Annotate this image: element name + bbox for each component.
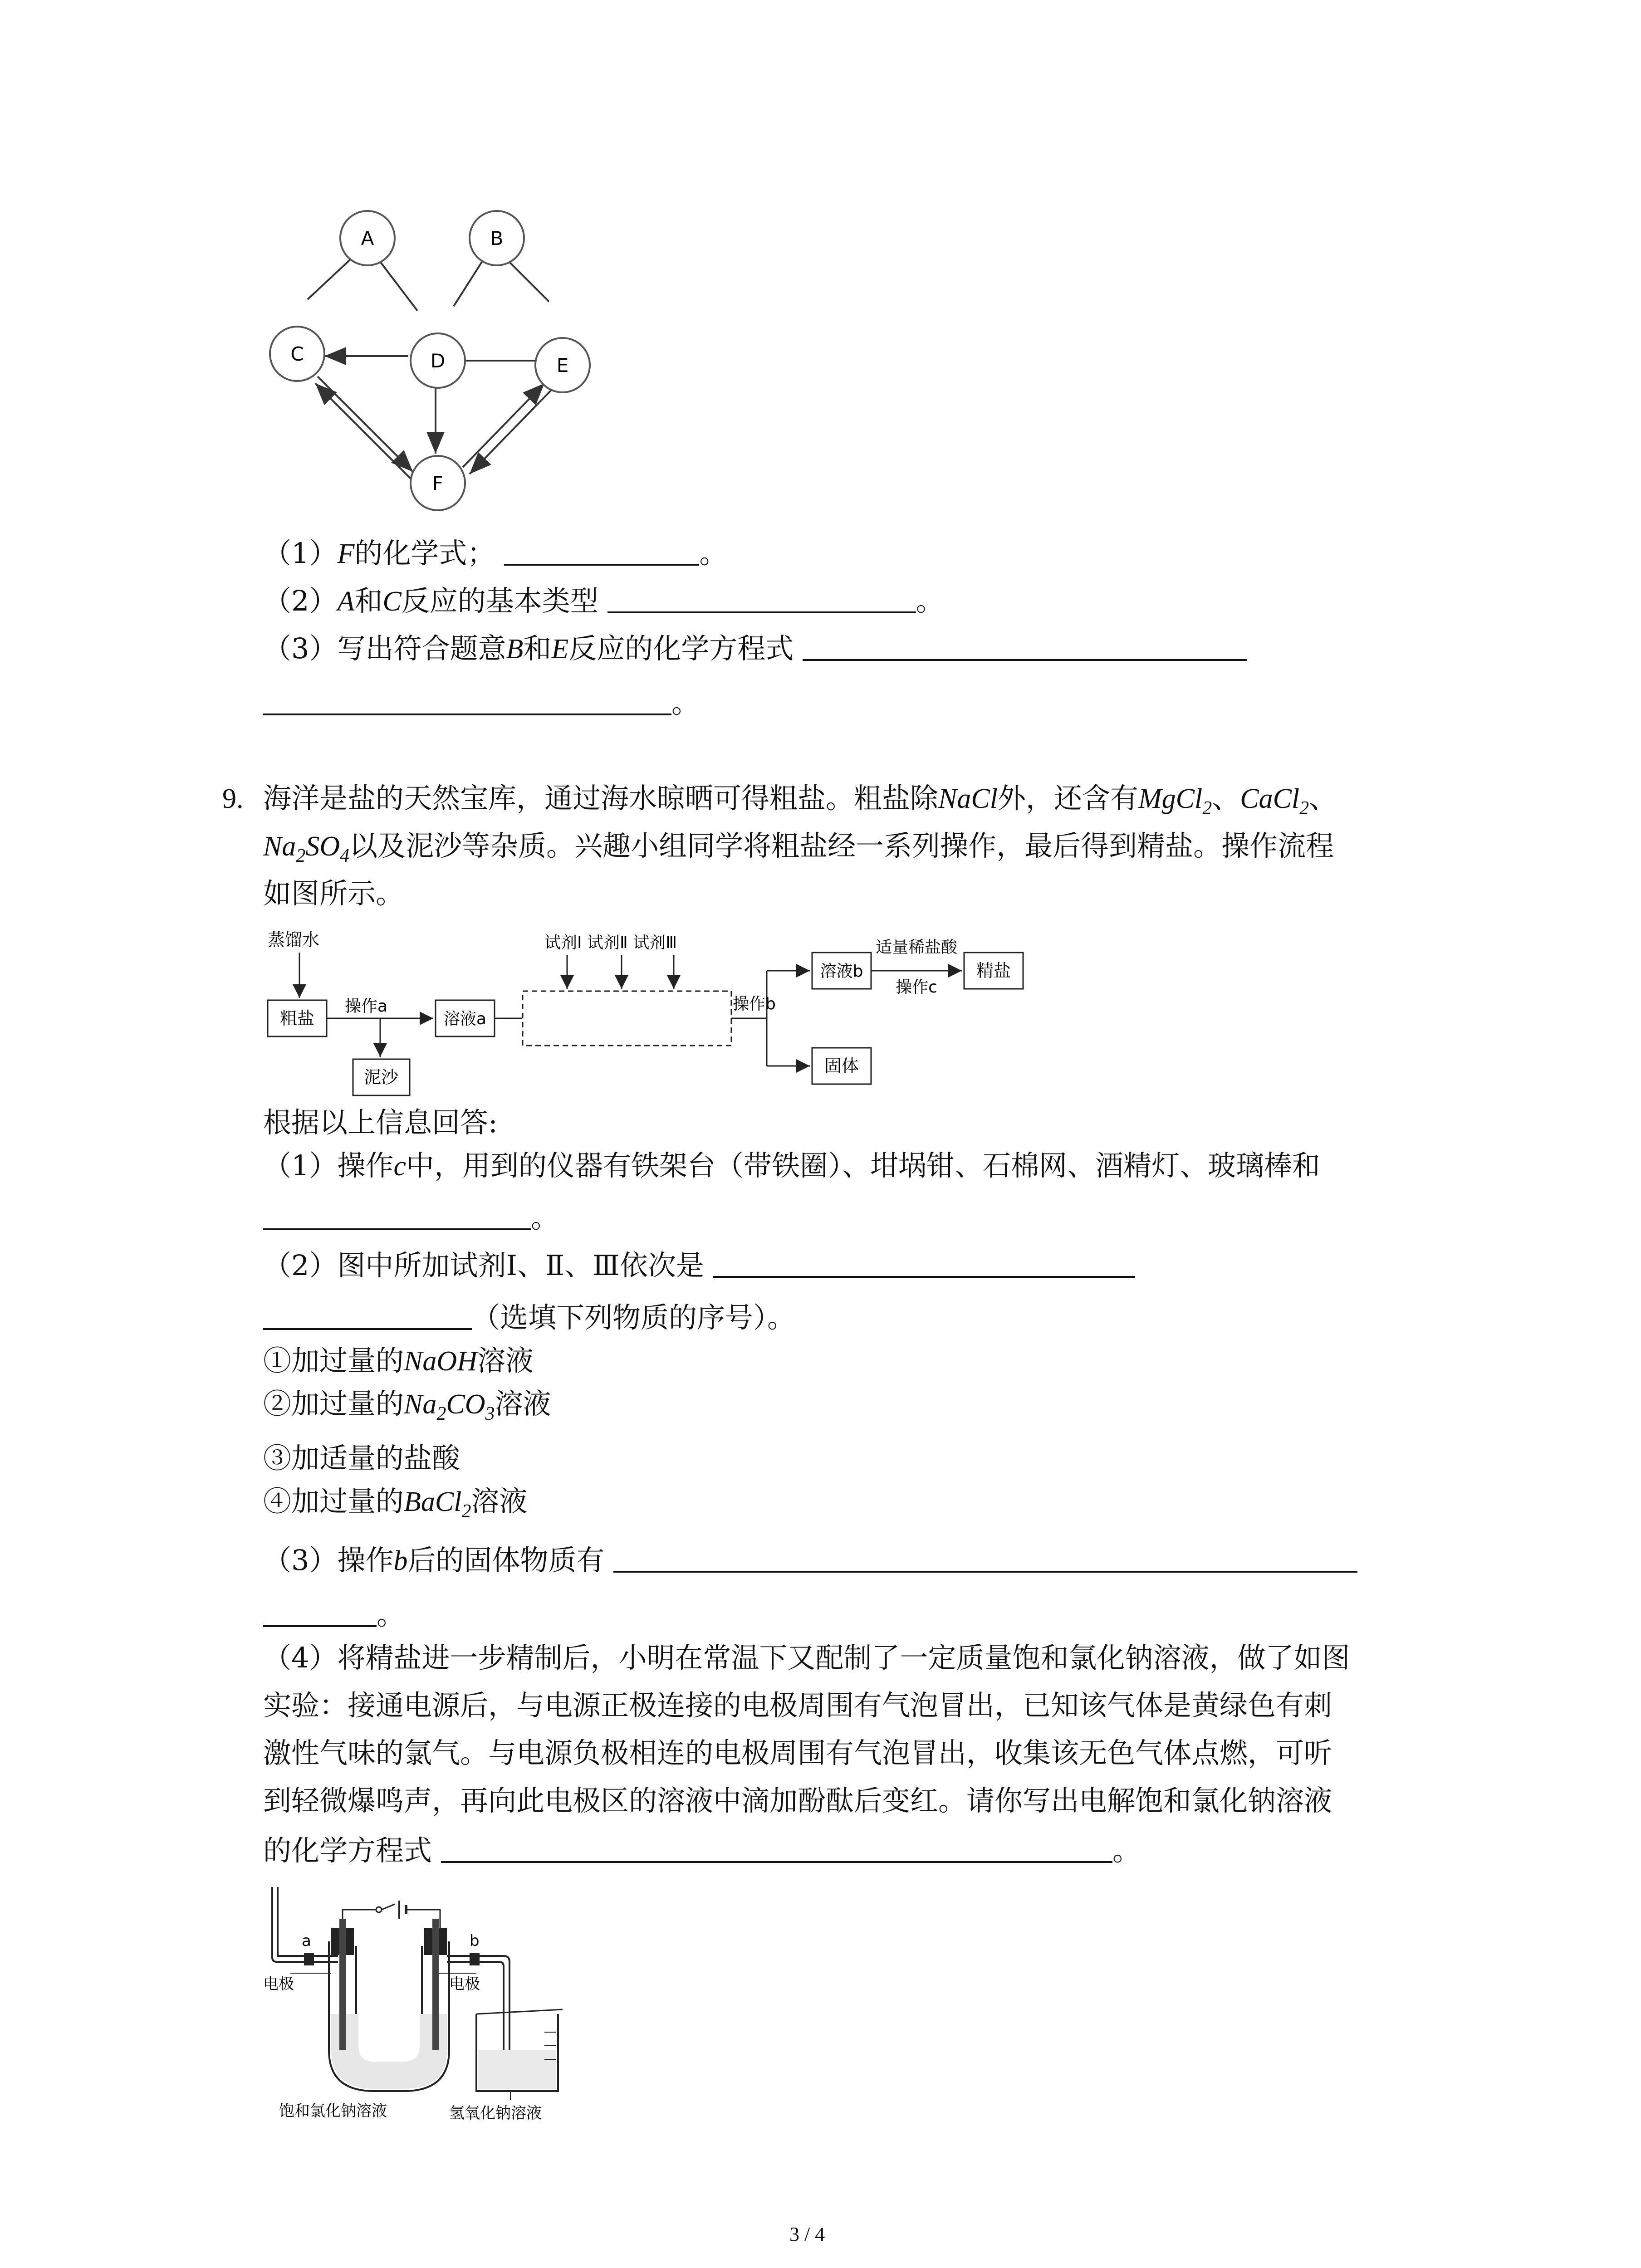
q9-part3: （3）操作b后的固体物质有 <box>263 1542 1357 1579</box>
reagent-dashed-box <box>523 991 731 1046</box>
node-e <box>535 338 590 392</box>
answer-blank[interactable] <box>803 631 1247 661</box>
arrow-c-f <box>318 376 413 472</box>
label-op-c: 操作c <box>896 978 937 997</box>
label-solution-b: 溶液b <box>820 962 863 981</box>
node-d <box>411 333 465 388</box>
label-saturated-nacl: 饱和氯化钠溶液 <box>279 2102 387 2120</box>
label-reagents: 试剂Ⅰ 试剂Ⅱ 试剂Ⅲ <box>544 934 677 952</box>
label-solid: 固体 <box>824 1056 859 1076</box>
q9-option1: ①加过量的NaOH溶液 <box>263 1344 534 1377</box>
label-op-a: 操作a <box>345 997 388 1016</box>
q9-intro-line3: 如图所示。 <box>263 877 404 910</box>
clamp-a <box>304 1953 314 1965</box>
svg-text:C: C <box>290 343 304 365</box>
arrow-e-f <box>470 390 551 474</box>
label-op-b: 操作b <box>733 995 776 1013</box>
svg-text:A: A <box>361 227 374 249</box>
q9-part1: （1）操作c中，用到的仪器有铁架台（带铁圈）、坩埚钳、石棉网、酒精灯、玻璃棒和 <box>263 1149 1320 1182</box>
q9-option2: ②加过量的$Na_2CO_3$溶液 <box>263 1387 551 1424</box>
node-b <box>470 211 524 265</box>
saline-solution <box>331 2014 447 2089</box>
answer-blank[interactable] <box>441 1833 1112 1863</box>
q9-part4-line4: 到轻微爆鸣声，再向此电极区的溶液中滴加酚酞后变红。请你写出电解饱和氯化钠溶液 <box>263 1784 1332 1817</box>
answer-blank[interactable] <box>713 1248 1135 1278</box>
q8-part1: （1）F的化学式； 。 <box>263 537 728 570</box>
q9-part2-cont: （选填下列物质的序号）。 <box>263 1300 795 1336</box>
answer-blank[interactable] <box>263 1200 531 1230</box>
answer-blank[interactable] <box>263 685 671 715</box>
label-distilled-water: 蒸馏水 <box>268 930 320 950</box>
q9-intro-line2: $Na_2SO_4$以及泥沙等杂质。兴趣小组同学将粗盐经一系列操作，最后得到精盐。操作流程 <box>263 829 1334 866</box>
electrode-right <box>432 1919 439 2050</box>
electrolysis-apparatus <box>263 1878 590 2123</box>
label-acid: 适量稀盐酸 <box>875 938 958 957</box>
label-pure-salt: 精盐 <box>976 961 1011 981</box>
q8-part3-cont: 。 <box>263 685 700 721</box>
q9-part4-line1: （4）将精盐进一步精制后，小明在常温下又配制了一定质量饱和氯化钠溶液，做了如图 <box>263 1641 1350 1674</box>
naoh-solution <box>478 2050 556 2089</box>
svg-text:F: F <box>432 472 444 494</box>
q9-part4-line5: 的化学方程式 。 <box>263 1834 1141 1867</box>
q9-answer-intro: 根据以上信息回答: <box>263 1106 498 1139</box>
clamp-b <box>470 1953 480 1965</box>
arrow-f-e <box>463 383 544 467</box>
edge-b-e <box>504 256 549 302</box>
q9-part4-line2: 实验：接通电源后，与电源正极连接的电极周围有气泡冒出，已知该气体是黄绿色有刺 <box>263 1689 1332 1722</box>
answer-blank[interactable] <box>607 583 916 613</box>
label-a: a <box>302 1932 311 1950</box>
arrow-f-c <box>315 383 413 481</box>
q9-option4: ④加过量的BaCl$_2$溶液 <box>263 1485 528 1522</box>
q9-number: 9. <box>222 783 244 814</box>
node-f <box>411 456 465 510</box>
label-naoh-solution: 氢氧化钠溶液 <box>449 2104 542 2122</box>
q9-part1-cont: 。 <box>263 1200 559 1236</box>
answer-blank[interactable] <box>613 1543 1357 1573</box>
svg-text:E: E <box>556 354 569 376</box>
q9-part4-line3: 激性气味的氯气。与电源负极相连的电极周围有气泡冒出，收集该无色气体点燃，可听 <box>263 1736 1332 1769</box>
label-crude-salt: 粗盐 <box>279 1008 315 1028</box>
q8-part2: （2）A和C反应的基本类型 。 <box>263 584 944 617</box>
svg-text:D: D <box>430 350 446 372</box>
edge-b-d <box>454 256 485 306</box>
edge-a-c <box>308 254 356 299</box>
reaction-graph-diagram <box>254 200 617 535</box>
answer-blank[interactable] <box>263 1300 472 1330</box>
svg-text:B: B <box>490 227 504 249</box>
label-electrode-right: 电极 <box>449 1975 480 1993</box>
answer-blank[interactable] <box>263 1597 377 1627</box>
label-electrode-left: 电极 <box>263 1975 294 1993</box>
q9-option3: ③加适量的盐酸 <box>263 1442 460 1475</box>
q9-intro-line1: 海洋是盐的天然宝库，通过海水晾晒可得粗盐。粗盐除NaCl外，还含有MgCl$_2$、CaCl$_2$、 <box>263 782 1337 819</box>
label-mud: 泥沙 <box>363 1067 399 1087</box>
label-b: b <box>470 1932 480 1950</box>
q9-part3-cont: 。 <box>263 1597 405 1633</box>
answer-blank[interactable] <box>504 536 699 566</box>
label-solution-a: 溶液a <box>443 1010 487 1028</box>
page-number: 3 / 4 <box>789 2223 825 2245</box>
node-c <box>270 327 324 381</box>
process-flowchart <box>263 925 1080 1125</box>
electrode-left <box>339 1919 346 2050</box>
q9-part2: （2）图中所加试剂Ⅰ、Ⅱ、Ⅲ依次是 <box>263 1247 1135 1284</box>
node-a <box>340 211 395 265</box>
q8-part3: （3）写出符合题意B和E反应的化学方程式 <box>263 631 1247 667</box>
